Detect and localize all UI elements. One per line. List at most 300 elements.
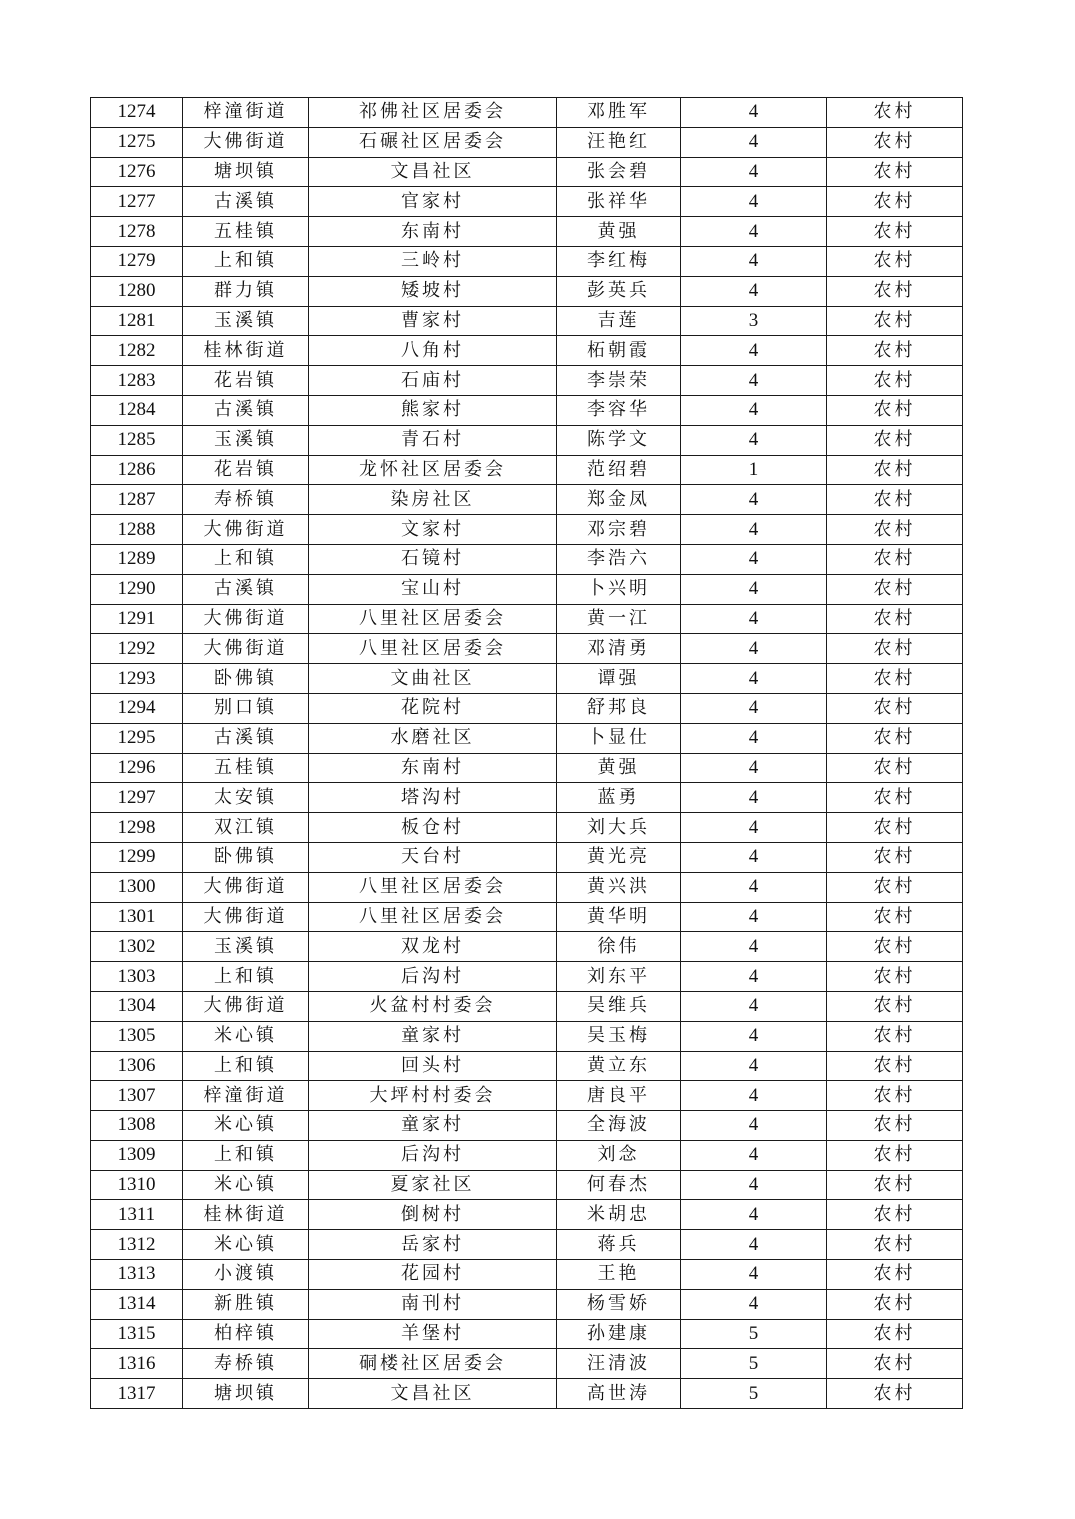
community-cell: 文家村 [309,515,557,545]
name-cell: 黄兴洪 [557,872,681,902]
serial-number-cell: 1303 [91,962,183,992]
table-row [91,306,963,336]
table-row [91,1379,963,1409]
table-row [91,98,963,128]
community-cell: 花院村 [309,693,557,723]
table-row [91,157,963,187]
name-cell: 张祥华 [557,187,681,217]
area-type-cell: 农村 [827,544,963,574]
name-cell: 邓清勇 [557,634,681,664]
name-cell: 李容华 [557,395,681,425]
table-row [91,991,963,1021]
table-row [91,246,963,276]
serial-number-cell: 1287 [91,485,183,515]
table-row [91,1200,963,1230]
name-cell: 汪清波 [557,1349,681,1379]
area-type-cell: 农村 [827,1230,963,1260]
table-row [91,1111,963,1141]
name-cell: 陈学文 [557,425,681,455]
name-cell: 范绍碧 [557,455,681,485]
serial-number-cell: 1315 [91,1319,183,1349]
people-count-cell: 4 [681,366,827,396]
table-row [91,276,963,306]
town-cell: 群力镇 [183,276,309,306]
table-row [91,574,963,604]
serial-number-cell: 1317 [91,1379,183,1409]
table-row [91,872,963,902]
town-cell: 米心镇 [183,1170,309,1200]
town-cell: 花岩镇 [183,455,309,485]
town-cell: 大佛街道 [183,872,309,902]
community-cell: 大坪村村委会 [309,1081,557,1111]
people-count-cell: 4 [681,664,827,694]
serial-number-cell: 1282 [91,336,183,366]
people-count-cell: 4 [681,723,827,753]
people-count-cell: 4 [681,902,827,932]
area-type-cell: 农村 [827,991,963,1021]
table-row [91,1349,963,1379]
name-cell: 王艳 [557,1260,681,1290]
area-type-cell: 农村 [827,425,963,455]
serial-number-cell: 1314 [91,1289,183,1319]
name-cell: 吉莲 [557,306,681,336]
town-cell: 上和镇 [183,544,309,574]
area-type-cell: 农村 [827,515,963,545]
town-cell: 大佛街道 [183,127,309,157]
community-cell: 硐楼社区居委会 [309,1349,557,1379]
area-type-cell: 农村 [827,1140,963,1170]
serial-number-cell: 1292 [91,634,183,664]
community-cell: 板仓村 [309,813,557,843]
community-cell: 八里社区居委会 [309,604,557,634]
serial-number-cell: 1295 [91,723,183,753]
table-row [91,693,963,723]
area-type-cell: 农村 [827,455,963,485]
name-cell: 刘念 [557,1140,681,1170]
serial-number-cell: 1302 [91,932,183,962]
people-count-cell: 4 [681,962,827,992]
town-cell: 米心镇 [183,1111,309,1141]
people-count-cell: 1 [681,455,827,485]
town-cell: 桂林街道 [183,336,309,366]
serial-number-cell: 1311 [91,1200,183,1230]
people-count-cell: 4 [681,127,827,157]
town-cell: 玉溪镇 [183,306,309,336]
serial-number-cell: 1278 [91,217,183,247]
area-type-cell: 农村 [827,127,963,157]
town-cell: 梓潼街道 [183,1081,309,1111]
name-cell: 李红梅 [557,246,681,276]
table-row [91,634,963,664]
serial-number-cell: 1297 [91,783,183,813]
community-cell: 羊堡村 [309,1319,557,1349]
table-row [91,783,963,813]
town-cell: 柏梓镇 [183,1319,309,1349]
area-type-cell: 农村 [827,693,963,723]
name-cell: 张会碧 [557,157,681,187]
community-cell: 石庙村 [309,366,557,396]
people-count-cell: 4 [681,753,827,783]
people-count-cell: 4 [681,1051,827,1081]
serial-number-cell: 1290 [91,574,183,604]
town-cell: 小渡镇 [183,1260,309,1290]
community-cell: 回头村 [309,1051,557,1081]
people-count-cell: 4 [681,1230,827,1260]
serial-number-cell: 1304 [91,991,183,1021]
serial-number-cell: 1308 [91,1111,183,1141]
table-row [91,544,963,574]
area-type-cell: 农村 [827,1319,963,1349]
area-type-cell: 农村 [827,187,963,217]
area-type-cell: 农村 [827,98,963,128]
community-cell: 矮坡村 [309,276,557,306]
community-cell: 夏家社区 [309,1170,557,1200]
people-count-cell: 4 [681,1081,827,1111]
town-cell: 大佛街道 [183,515,309,545]
area-type-cell: 农村 [827,842,963,872]
people-count-cell: 5 [681,1319,827,1349]
serial-number-cell: 1284 [91,395,183,425]
area-type-cell: 农村 [827,395,963,425]
serial-number-cell: 1285 [91,425,183,455]
serial-number-cell: 1299 [91,842,183,872]
table-row [91,395,963,425]
people-count-cell: 4 [681,98,827,128]
name-cell: 孙建康 [557,1319,681,1349]
people-count-cell: 4 [681,157,827,187]
community-cell: 东南村 [309,217,557,247]
name-cell: 黄强 [557,753,681,783]
table-row [91,664,963,694]
table-row [91,336,963,366]
area-type-cell: 农村 [827,1170,963,1200]
table-row [91,1051,963,1081]
people-count-cell: 4 [681,842,827,872]
name-cell: 谭强 [557,664,681,694]
serial-number-cell: 1277 [91,187,183,217]
town-cell: 花岩镇 [183,366,309,396]
people-count-cell: 4 [681,1140,827,1170]
people-count-cell: 4 [681,991,827,1021]
serial-number-cell: 1275 [91,127,183,157]
area-type-cell: 农村 [827,813,963,843]
town-cell: 梓潼街道 [183,98,309,128]
community-cell: 童家村 [309,1111,557,1141]
name-cell: 高世涛 [557,1379,681,1409]
community-cell: 染房社区 [309,485,557,515]
community-cell: 塔沟村 [309,783,557,813]
community-cell: 花园村 [309,1260,557,1290]
people-count-cell: 4 [681,1260,827,1290]
people-count-cell: 4 [681,1200,827,1230]
area-type-cell: 农村 [827,336,963,366]
people-count-cell: 5 [681,1379,827,1409]
town-cell: 大佛街道 [183,902,309,932]
serial-number-cell: 1294 [91,693,183,723]
community-cell: 后沟村 [309,962,557,992]
serial-number-cell: 1293 [91,664,183,694]
name-cell: 黄光亮 [557,842,681,872]
community-cell: 八里社区居委会 [309,872,557,902]
town-cell: 古溪镇 [183,187,309,217]
community-cell: 东南村 [309,753,557,783]
town-cell: 桂林街道 [183,1200,309,1230]
name-cell: 蓝勇 [557,783,681,813]
people-count-cell: 4 [681,574,827,604]
household-table [90,97,963,1409]
community-cell: 后沟村 [309,1140,557,1170]
table-row [91,932,963,962]
area-type-cell: 农村 [827,902,963,932]
serial-number-cell: 1291 [91,604,183,634]
table-row [91,366,963,396]
community-cell: 八角村 [309,336,557,366]
people-count-cell: 4 [681,246,827,276]
serial-number-cell: 1300 [91,872,183,902]
community-cell: 岳家村 [309,1230,557,1260]
community-cell: 双龙村 [309,932,557,962]
table-row [91,187,963,217]
people-count-cell: 4 [681,395,827,425]
community-cell: 宝山村 [309,574,557,604]
community-cell: 龙怀社区居委会 [309,455,557,485]
area-type-cell: 农村 [827,1289,963,1319]
area-type-cell: 农村 [827,753,963,783]
area-type-cell: 农村 [827,246,963,276]
community-cell: 石镜村 [309,544,557,574]
community-cell: 三岭村 [309,246,557,276]
people-count-cell: 4 [681,1289,827,1319]
people-count-cell: 4 [681,544,827,574]
area-type-cell: 农村 [827,1111,963,1141]
table-row [91,723,963,753]
name-cell: 彭英兵 [557,276,681,306]
people-count-cell: 4 [681,1170,827,1200]
town-cell: 上和镇 [183,1051,309,1081]
table-body [91,98,963,1409]
people-count-cell: 5 [681,1349,827,1379]
name-cell: 黄一江 [557,604,681,634]
people-count-cell: 4 [681,187,827,217]
people-count-cell: 4 [681,276,827,306]
people-count-cell: 4 [681,1111,827,1141]
name-cell: 唐良平 [557,1081,681,1111]
serial-number-cell: 1309 [91,1140,183,1170]
people-count-cell: 4 [681,872,827,902]
town-cell: 别口镇 [183,693,309,723]
name-cell: 李浩六 [557,544,681,574]
area-type-cell: 农村 [827,723,963,753]
town-cell: 玉溪镇 [183,425,309,455]
name-cell: 刘大兵 [557,813,681,843]
serial-number-cell: 1276 [91,157,183,187]
people-count-cell: 4 [681,515,827,545]
people-count-cell: 4 [681,693,827,723]
table-row [91,1319,963,1349]
name-cell: 黄华明 [557,902,681,932]
table-row [91,1170,963,1200]
area-type-cell: 农村 [827,1200,963,1230]
serial-number-cell: 1283 [91,366,183,396]
area-type-cell: 农村 [827,574,963,604]
serial-number-cell: 1301 [91,902,183,932]
people-count-cell: 4 [681,783,827,813]
area-type-cell: 农村 [827,485,963,515]
town-cell: 卧佛镇 [183,842,309,872]
name-cell: 何春杰 [557,1170,681,1200]
name-cell: 蒋兵 [557,1230,681,1260]
town-cell: 大佛街道 [183,604,309,634]
table-row [91,217,963,247]
area-type-cell: 农村 [827,932,963,962]
town-cell: 寿桥镇 [183,1349,309,1379]
table-row [91,962,963,992]
community-cell: 青石村 [309,425,557,455]
town-cell: 大佛街道 [183,634,309,664]
town-cell: 太安镇 [183,783,309,813]
serial-number-cell: 1310 [91,1170,183,1200]
people-count-cell: 4 [681,813,827,843]
serial-number-cell: 1313 [91,1260,183,1290]
area-type-cell: 农村 [827,604,963,634]
town-cell: 上和镇 [183,246,309,276]
town-cell: 古溪镇 [183,574,309,604]
people-count-cell: 4 [681,932,827,962]
area-type-cell: 农村 [827,1051,963,1081]
name-cell: 黄立东 [557,1051,681,1081]
people-count-cell: 4 [681,217,827,247]
name-cell: 吴维兵 [557,991,681,1021]
people-count-cell: 4 [681,425,827,455]
town-cell: 卧佛镇 [183,664,309,694]
area-type-cell: 农村 [827,872,963,902]
community-cell: 水磨社区 [309,723,557,753]
community-cell: 文昌社区 [309,1379,557,1409]
community-cell: 熊家村 [309,395,557,425]
name-cell: 卜显仕 [557,723,681,753]
table-row [91,1289,963,1319]
serial-number-cell: 1286 [91,455,183,485]
town-cell: 古溪镇 [183,723,309,753]
people-count-cell: 4 [681,336,827,366]
area-type-cell: 农村 [827,664,963,694]
town-cell: 大佛街道 [183,991,309,1021]
community-cell: 八里社区居委会 [309,902,557,932]
town-cell: 米心镇 [183,1230,309,1260]
serial-number-cell: 1305 [91,1021,183,1051]
serial-number-cell: 1288 [91,515,183,545]
serial-number-cell: 1280 [91,276,183,306]
table-row [91,813,963,843]
town-cell: 五桂镇 [183,217,309,247]
town-cell: 五桂镇 [183,753,309,783]
serial-number-cell: 1279 [91,246,183,276]
name-cell: 徐伟 [557,932,681,962]
area-type-cell: 农村 [827,1081,963,1111]
community-cell: 曹家村 [309,306,557,336]
name-cell: 卜兴明 [557,574,681,604]
table-row [91,127,963,157]
name-cell: 邓胜军 [557,98,681,128]
area-type-cell: 农村 [827,306,963,336]
town-cell: 玉溪镇 [183,932,309,962]
area-type-cell: 农村 [827,783,963,813]
town-cell: 双江镇 [183,813,309,843]
town-cell: 塘坝镇 [183,1379,309,1409]
serial-number-cell: 1274 [91,98,183,128]
name-cell: 柘朝霞 [557,336,681,366]
name-cell: 刘东平 [557,962,681,992]
name-cell: 郑金凤 [557,485,681,515]
community-cell: 八里社区居委会 [309,634,557,664]
name-cell: 杨雪娇 [557,1289,681,1319]
table-row [91,515,963,545]
serial-number-cell: 1307 [91,1081,183,1111]
table-row [91,485,963,515]
area-type-cell: 农村 [827,1349,963,1379]
table-row [91,753,963,783]
table-row [91,1260,963,1290]
table-row [91,455,963,485]
people-count-cell: 4 [681,634,827,664]
community-cell: 官家村 [309,187,557,217]
name-cell: 邓宗碧 [557,515,681,545]
community-cell: 南刊村 [309,1289,557,1319]
community-cell: 石碾社区居委会 [309,127,557,157]
area-type-cell: 农村 [827,634,963,664]
community-cell: 天台村 [309,842,557,872]
name-cell: 汪艳红 [557,127,681,157]
serial-number-cell: 1281 [91,306,183,336]
community-cell: 火盆村村委会 [309,991,557,1021]
area-type-cell: 农村 [827,1260,963,1290]
people-count-cell: 4 [681,485,827,515]
serial-number-cell: 1316 [91,1349,183,1379]
table-row [91,1230,963,1260]
serial-number-cell: 1289 [91,544,183,574]
area-type-cell: 农村 [827,1021,963,1051]
community-cell: 文曲社区 [309,664,557,694]
area-type-cell: 农村 [827,366,963,396]
town-cell: 米心镇 [183,1021,309,1051]
town-cell: 寿桥镇 [183,485,309,515]
town-cell: 上和镇 [183,962,309,992]
name-cell: 黄强 [557,217,681,247]
people-count-cell: 4 [681,604,827,634]
town-cell: 塘坝镇 [183,157,309,187]
table-row [91,1140,963,1170]
table-row [91,1021,963,1051]
area-type-cell: 农村 [827,217,963,247]
serial-number-cell: 1296 [91,753,183,783]
town-cell: 新胜镇 [183,1289,309,1319]
name-cell: 米胡忠 [557,1200,681,1230]
community-cell: 童家村 [309,1021,557,1051]
town-cell: 古溪镇 [183,395,309,425]
people-count-cell: 3 [681,306,827,336]
table-row [91,902,963,932]
community-cell: 倒树村 [309,1200,557,1230]
name-cell: 舒邦良 [557,693,681,723]
table-row [91,604,963,634]
name-cell: 全海波 [557,1111,681,1141]
name-cell: 吴玉梅 [557,1021,681,1051]
area-type-cell: 农村 [827,157,963,187]
table-row [91,425,963,455]
town-cell: 上和镇 [183,1140,309,1170]
table-row [91,842,963,872]
community-cell: 祁佛社区居委会 [309,98,557,128]
